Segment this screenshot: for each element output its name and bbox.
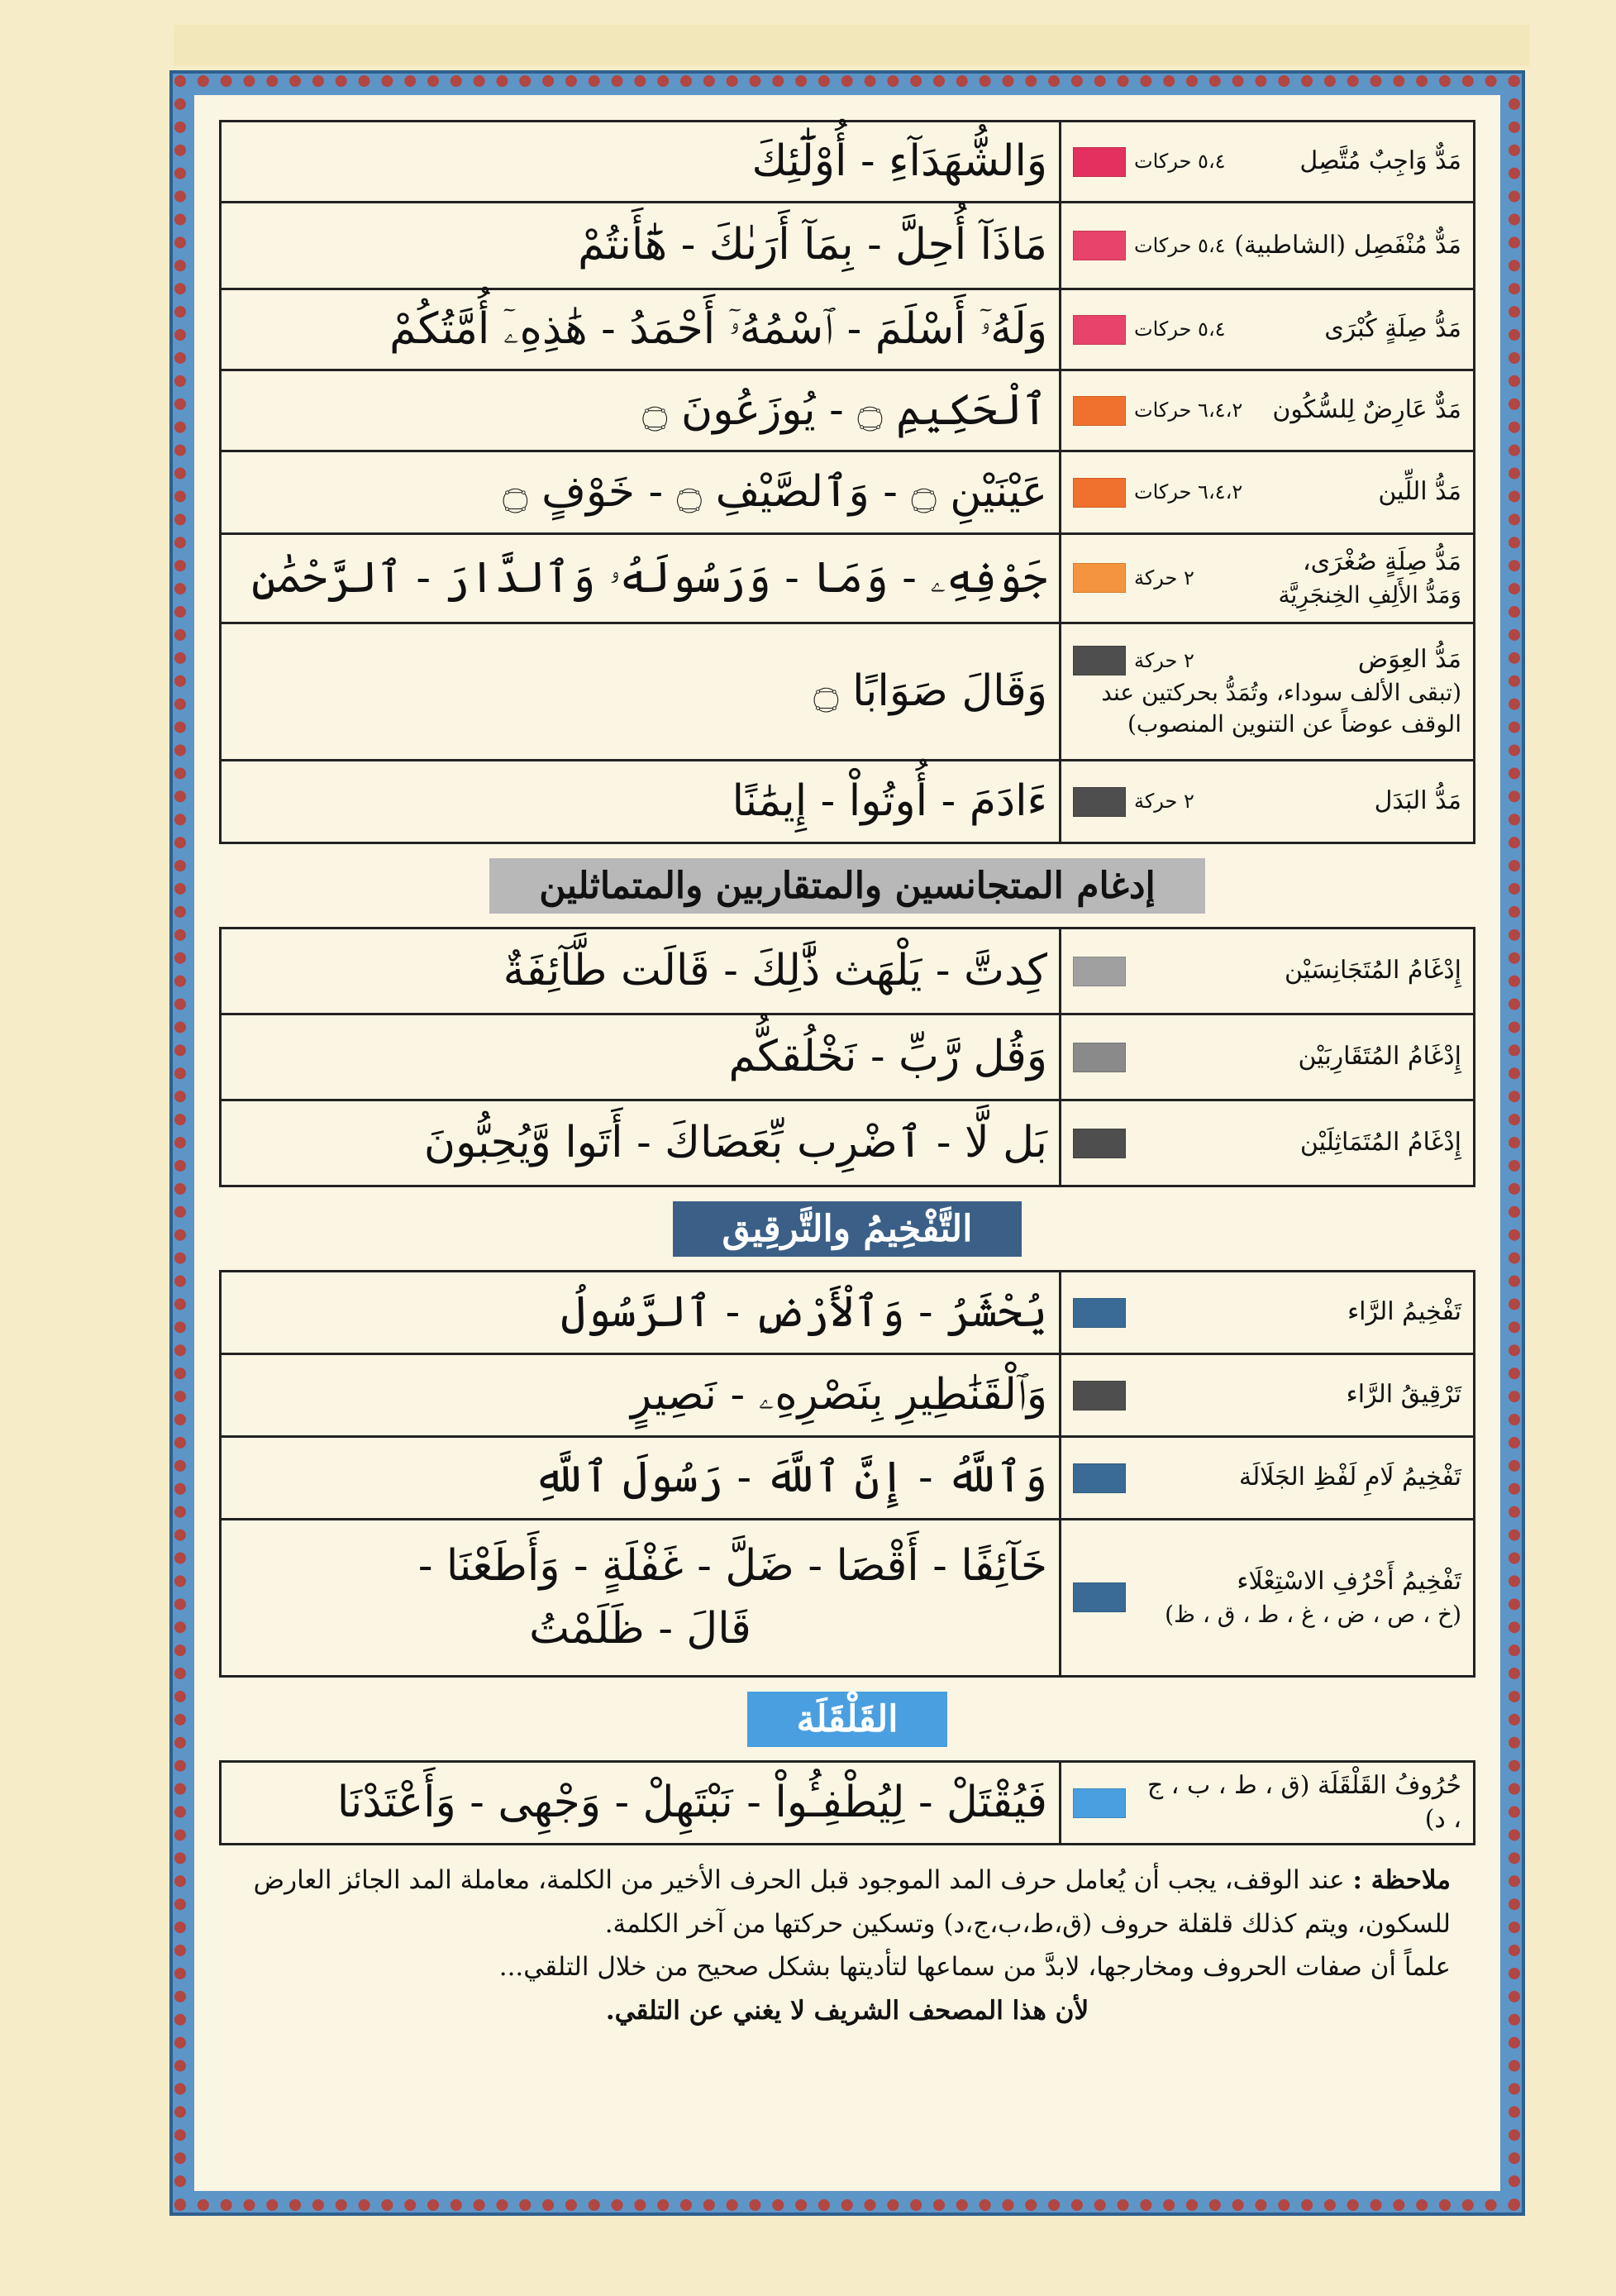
label-wrap [1073,313,1461,346]
swatch-group [1073,478,1242,508]
rule-label [1134,1296,1461,1329]
duration-text: ٦،٤،٢ حركات [1134,399,1243,422]
rule-name: مَدُّ صِلَةٍ صُغْرَى، [1302,547,1461,577]
swatch-group [1073,1463,1126,1493]
example-text: وَلَهُۥٓ أَسْلَمَ - ٱسْمُهُۥٓ أَحْمَدُ - هَٰذِهِۦٓ أُمَّتُكُمْ [389,303,1047,354]
rule-label-cell [1061,1014,1475,1100]
note-paragraph [244,1859,1451,1945]
example-text: وَقَالَ صَوَابًا ۝ [813,666,1047,716]
rule-name: إِدْغَامُ المُتَجَانِسَيْن [1284,956,1461,986]
section-banner: القَلْقَلَة [747,1692,948,1747]
example-cell [221,1520,1061,1677]
color-swatch [1073,787,1126,817]
rule-label-cell [1061,1272,1475,1354]
label-wrap [1073,229,1461,263]
label-wrap [1073,1296,1461,1329]
rule-label-cell [1061,1437,1475,1520]
label-wrap [1073,475,1461,509]
rule-label [1134,1769,1461,1836]
swatch-group [1073,1381,1126,1411]
rule-label-cell [1061,928,1475,1014]
rule-label-cell [1061,122,1475,203]
label-wrap [1073,643,1461,677]
swatch-group [1073,1788,1126,1818]
duration-text: ٥،٤ حركات [1134,317,1226,341]
rule-label-cell [1061,203,1475,289]
rule-name: مَدٌّ عَارِضٌ لِلسُّكُون [1272,395,1461,425]
section-banner: التَّفْخِيمُ والتَّرقِيق [673,1201,1023,1257]
example-cell [221,928,1061,1014]
rule-label-cell [1061,451,1475,534]
note-block [219,1845,1475,2033]
rule-name: تَفْخِيمُ أَحْرُفِ الاسْتِعْلَاء [1237,1567,1461,1597]
label-wrap [1073,394,1461,427]
rule-label-cell [1061,761,1475,843]
example-text: عَيْنَيْنِ ۝ - وَٱلصَّيْفِ ۝ - خَوْفٍ ۝ [503,466,1047,517]
example-text: جَوْفِهِۦ - وَمَا - وَرَسُولَهُۥ وَٱلدَّارَ - ٱلرَّحْمَٰنِ [251,552,1047,603]
rule-name: مَدُّ صِلَةٍ كُبْرَى [1324,314,1461,344]
color-swatch [1073,1788,1126,1818]
note-heading: ملاحظة : [1352,1865,1451,1895]
rule-label [1203,546,1461,610]
table-row [221,289,1475,370]
example-cell [221,1014,1061,1100]
table-row [221,1437,1475,1520]
swatch-group [1073,396,1242,426]
rule-label-cell [1061,370,1475,451]
color-swatch [1073,957,1126,986]
color-swatch [1073,1129,1126,1158]
section-row [221,1186,1475,1272]
label-wrap [1073,785,1461,819]
rule-name: مَدُّ اللِّين [1378,477,1461,507]
table-row [221,1272,1475,1354]
section-row [221,1677,1475,1762]
swatch-group [1073,1298,1126,1328]
table-row [221,203,1475,289]
example-text: مَاذَآ أُحِلَّ - بِمَآ أَرَىٰكَ - هَٰٓأَنتُمْ [578,220,1047,270]
example-cell [221,1272,1061,1354]
table-row [221,761,1475,843]
color-swatch [1073,1043,1126,1072]
color-swatch [1073,231,1126,260]
swatch-group [1073,787,1194,817]
table-row [221,623,1475,761]
rule-label [1134,1565,1461,1630]
note-line-2: علماً أن صفات الحروف ومخارجها، لابدَّ من سماعها لتأديتها بشكل صحيح من خلال التلقي... [498,1952,1451,1983]
content-area [219,120,1475,2166]
color-swatch [1073,1298,1126,1328]
table-row [221,370,1475,451]
example-cell [221,203,1061,289]
label-wrap [1073,1126,1461,1160]
label-wrap [1073,1769,1461,1836]
rule-label [1234,313,1461,346]
table-row [221,451,1475,534]
example-text: فَيُقْتَلْ - لِيُطْفِـُٔواْ - نَبْتَهِلْ - وَجْهِى - وَأَعْتَدْنَا [336,1777,1047,1827]
swatch-group [1073,563,1194,593]
example-text: وَٱللَّهُ - إِنَّ ٱللَّهَ - رَسُولَ ٱللَّهِ [533,1452,1047,1502]
color-swatch [1073,478,1126,508]
label-wrap [1073,1378,1461,1412]
example-cell [221,451,1061,534]
rule-name: مَدٌّ مُنْفَصِل (الشاطبية) [1234,230,1461,260]
rule-label-cell [1061,623,1475,761]
rule-label-cell [1061,289,1475,370]
rule-name: مَدُّ البَدَل [1374,786,1461,816]
label-wrap [1073,954,1461,988]
example-cell [221,289,1061,370]
example-text: كِدتَّ - يَلْهَث ذَّٰلِكَ - قَالَت طَّآئِفَةٌ [503,945,1047,995]
swatch-group [1073,1129,1126,1158]
color-swatch [1073,563,1126,593]
rule-label-cell [1061,1520,1475,1677]
swatch-group [1073,1582,1126,1612]
example-text: خَآئِفًا - أَقْصَا - ضَلَّ - غَفْلَةٍ - وَأَطَعْنَا - [417,1541,1047,1592]
rule-subname: وَمَدُّ الأَلِفِ الخِنجَرِيَّة [1278,580,1461,609]
example-cell [221,1437,1061,1520]
rule-subname: (خ ، ص ، ض ، غ ، ط ، ق ، ظ) [1165,1600,1461,1628]
rule-name: إِدْغَامُ المُتَقَارِبَيْن [1298,1042,1461,1072]
rule-label [1203,785,1461,819]
example-text-2: قَالَ - ظَلَمْتُ [529,1603,751,1654]
example-text: ٱلْحَكِيمِ ۝ - يُوزَعُونَ ۝ [642,384,1047,435]
example-text: بَل لَّا - ٱضْرِب بِّعَصَاكَ - أَتَوا وَّيُحِبُّونَ [423,1117,1047,1167]
table-row [221,928,1475,1014]
example-text: وَالشُّهَدَآءِ - أُوْلَٰٓئِكَ [751,136,1047,186]
swatch-group [1073,231,1226,260]
example-cell [221,370,1061,451]
example-cell [221,1762,1061,1845]
rule-label [1234,229,1461,263]
section-banner: إدغام المتجانسين والمتقاربين والمتماثلين [489,858,1204,914]
example-text: يُحْشَرُ - وَٱلْأَرْضِ - ٱلرَّسُولُ [560,1286,1047,1337]
color-swatch [1073,646,1126,675]
table-row [221,1520,1475,1677]
rule-label [1251,475,1461,509]
rule-label-cell [1061,1762,1475,1845]
duration-text: ٥،٤ حركات [1134,233,1226,257]
note-line-3: لأن هذا المصحف الشريف لا يغني عن التلقي. [605,1996,1089,2026]
color-swatch [1073,1582,1126,1612]
swatch-group [1073,957,1126,986]
rule-name: تَفْخِيمُ لَامِ لَفْظِ الجَلَالَة [1239,1463,1461,1492]
section-cell [221,843,1475,928]
rule-label [1251,394,1461,427]
section-row [221,843,1475,928]
rule-name: حُرُوفُ القَلْقَلَة (ق ، ط ، ب ، ج ، د) [1146,1771,1461,1834]
note-line-1: عند الوقف، يجب أن يُعامل حرف المد الموجود قبل الحرف الأخير من الكلمة، معاملة المد الجائز العارض للسكون، ويتم كذلك قلقلة حروف (ق،ط،ب،ج،د) وتسكين حركتها من آخر الكلمة. [253,1865,1451,1939]
page-frame [169,70,1525,2216]
swatch-group [1073,147,1226,177]
example-cell [221,1100,1061,1186]
rule-label [1134,1126,1461,1160]
duration-text: ٥،٤ حركات [1134,150,1226,174]
example-cell [221,122,1061,203]
duration-text: ٢ حركة [1134,566,1194,590]
label-wrap [1073,546,1461,610]
swatch-group [1073,315,1226,345]
rule-label [1234,145,1461,179]
color-swatch [1073,396,1126,426]
table-row [221,1014,1475,1100]
duration-text: ٦،٤،٢ حركات [1134,480,1243,504]
rule-name: مَدُّ العِوَض [1357,645,1461,675]
tajweed-table [219,120,1475,1845]
label-wrap [1073,1461,1461,1495]
swatch-group [1073,1043,1126,1072]
example-text: ءَادَمَ - أُوتُواْ - إِيمَٰنًا [732,776,1047,826]
table-row [221,1354,1475,1437]
example-text: وَقُل رَّبِّ - نَخْلُقكُّم [728,1031,1047,1081]
rule-name: تَفْخِيمُ الرَّاء [1347,1297,1461,1327]
rule-label [1203,643,1461,677]
rule-label [1134,954,1461,988]
rule-label [1134,1040,1461,1074]
label-wrap [1073,145,1461,179]
section-cell [221,1186,1475,1272]
example-text: وَٱلْقَنَٰطِيرِ بِنَصْرِهِۦ - نَصِيرٍ [631,1369,1047,1420]
rule-label [1134,1378,1461,1412]
rule-label-cell [1061,1354,1475,1437]
color-swatch [1073,1463,1126,1493]
label-wrap [1073,1565,1461,1630]
rule-label [1134,1461,1461,1495]
rule-note: (تبقى الألف سوداء، وتُمَدُّ بحركتين عند الوقف عوضاً عن التنوين المنصوب) [1101,678,1461,737]
table-row [221,534,1475,623]
color-swatch [1073,315,1126,345]
section-cell [221,1677,1475,1762]
example-cell [221,1354,1061,1437]
background-band [174,25,1529,66]
color-swatch [1073,1381,1126,1411]
table-row [221,1100,1475,1186]
table-row [221,122,1475,203]
rule-name: مَدٌّ وَاجِبٌ مُتَّصِل [1299,146,1461,176]
duration-text: ٢ حركة [1134,790,1194,814]
rule-label-cell [1061,1100,1475,1186]
rule-name: إِدْغَامُ المُتَمَاثِلَيْن [1299,1128,1461,1158]
swatch-group [1073,646,1194,675]
label-wrap [1073,1040,1461,1074]
table-row [221,1762,1475,1845]
rule-label-cell [1061,534,1475,623]
duration-text: ٢ حركة [1134,648,1194,672]
example-cell [221,534,1061,623]
rule-name: تَرْقِيقُ الرَّاء [1346,1380,1461,1410]
color-swatch [1073,147,1126,177]
example-cell [221,761,1061,843]
example-cell [221,623,1061,761]
